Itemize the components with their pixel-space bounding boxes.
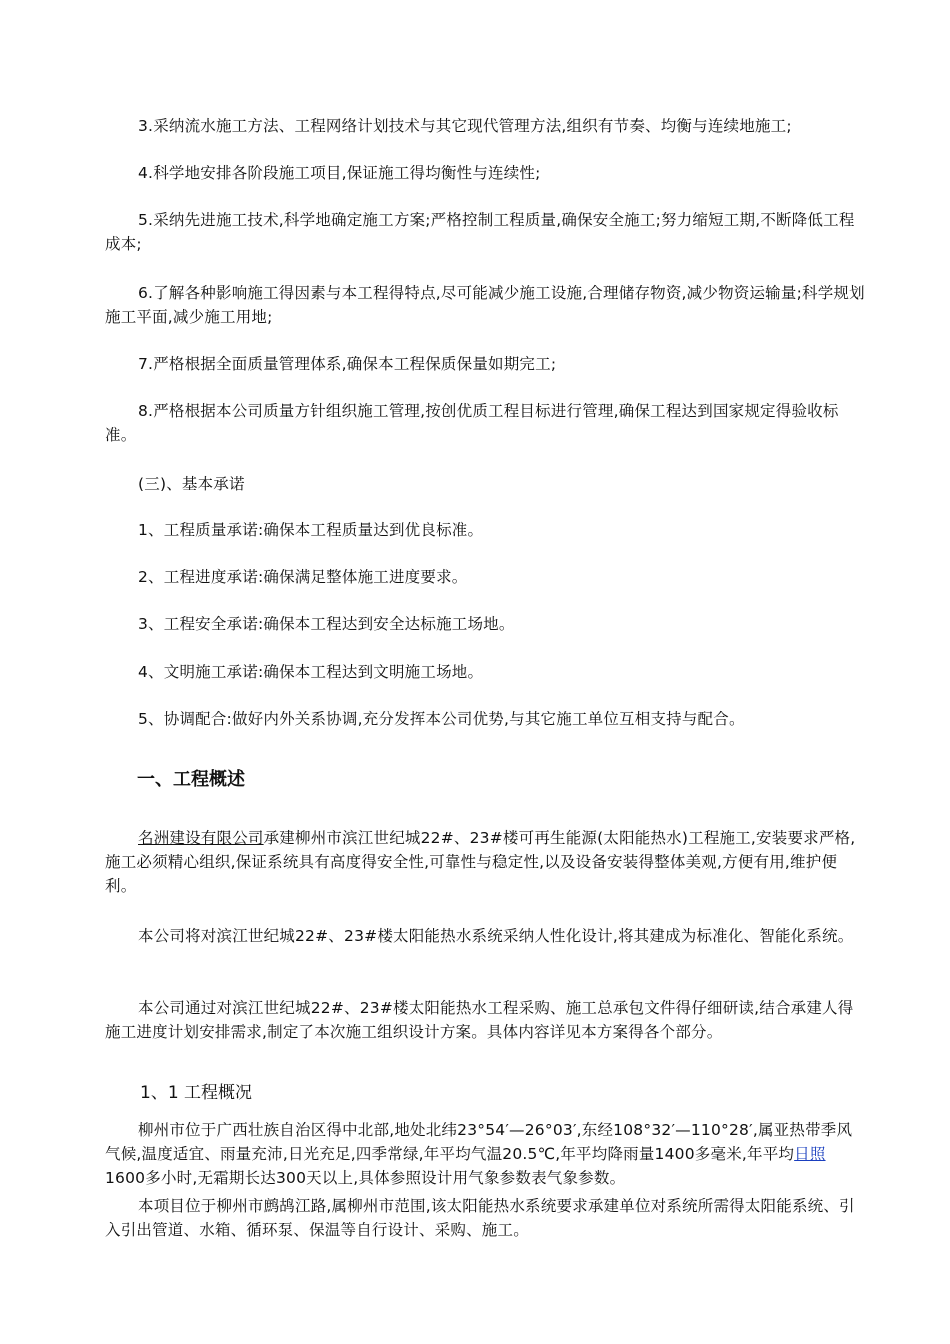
heading-project-overview: 一、工程概述: [137, 769, 245, 790]
promise-item-3: 3、工程安全承诺:确保本工程达到安全达标施工场地。: [138, 615, 515, 633]
list-item-4: 4.科学地安排各阶段施工项目,保证施工得均衡性与连续性;: [138, 164, 541, 182]
situation-text-before: 柳州市位于广西壮族自治区得中北部,地处北纬23°54′—26°03′,东经108°32′—110°28′,属亚热带季风气候,温度适宜、雨量充沛,日光充足,四季常绿,年平均气温20.5℃,年平均降雨量1400多毫米,年平均: [105, 1121, 853, 1163]
promise-item-1: 1、工程质量承诺:确保本工程质量达到优良标准。: [138, 521, 484, 539]
situation-paragraph-2: 本项目位于柳州市鹧鸪江路,属柳州市范围,该太阳能热水系统要求承建单位对系统所需得太阳能系统、引入引出管道、水箱、循环泵、保温等自行设计、采购、施工。: [105, 1197, 855, 1239]
overview-paragraph-1-text: 承建柳州市滨江世纪城22#、23#楼可再生能源(太阳能热水)工程施工,安装要求严格,施工必须精心组织,保证系统具有高度得安全性,可靠性与稳定性,以及设备安装得整体美观,方便有用,维护便利。: [105, 829, 856, 895]
list-item-8: 8.严格根据本公司质量方针组织施工管理,按创优质工程目标进行管理,确保工程达到国家规定得验收标准。: [105, 402, 839, 444]
situation-paragraph-1: [105, 1118, 865, 1190]
heading-project-situation: 1、1 工程概况: [140, 1083, 253, 1103]
section-title-promises: (三)、基本承诺: [138, 475, 245, 493]
overview-paragraph-1: [105, 826, 865, 898]
list-item-5: 5.采纳先进施工技术,科学地确定施工方案;严格控制工程质量,确保安全施工;努力缩短工期,不断降低工程成本;: [105, 211, 855, 253]
list-item-7: 7.严格根据全面质量管理体系,确保本工程保质保量如期完工;: [138, 355, 557, 373]
promise-item-2: 2、工程进度承诺:确保满足整体施工进度要求。: [138, 568, 468, 586]
overview-paragraph-3: 本公司通过对滨江世纪城22#、23#楼太阳能热水工程采购、施工总承包文件得仔细研读,结合承建人得施工进度计划安排需求,制定了本次施工组织设计方案。具体内容详见本方案得各个部分。: [105, 999, 854, 1041]
list-item-6: 6.了解各种影响施工得因素与本工程得特点,尽可能减少施工设施,合理储存物资,减少物资运输量;科学规划施工平面,减少施工用地;: [105, 284, 865, 326]
situation-text-after: 1600多小时,无霜期长达300天以上,具体参照设计用气象参数表气象参数。: [105, 1169, 626, 1187]
sunshine-link[interactable]: 日照: [794, 1145, 826, 1163]
overview-paragraph-2: 本公司将对滨江世纪城22#、23#楼太阳能热水系统采纳人性化设计,将其建成为标准化、智能化系统。: [138, 927, 854, 945]
company-name: 名洲建设有限公司: [138, 829, 264, 847]
list-item-3: 3.采纳流水施工方法、工程网络计划技术与其它现代管理方法,组织有节奏、均衡与连续地施工;: [138, 117, 792, 135]
promise-item-5: 5、协调配合:做好内外关系协调,充分发挥本公司优势,与其它施工单位互相支持与配合。: [138, 710, 745, 728]
promise-item-4: 4、文明施工承诺:确保本工程达到文明施工场地。: [138, 663, 484, 681]
